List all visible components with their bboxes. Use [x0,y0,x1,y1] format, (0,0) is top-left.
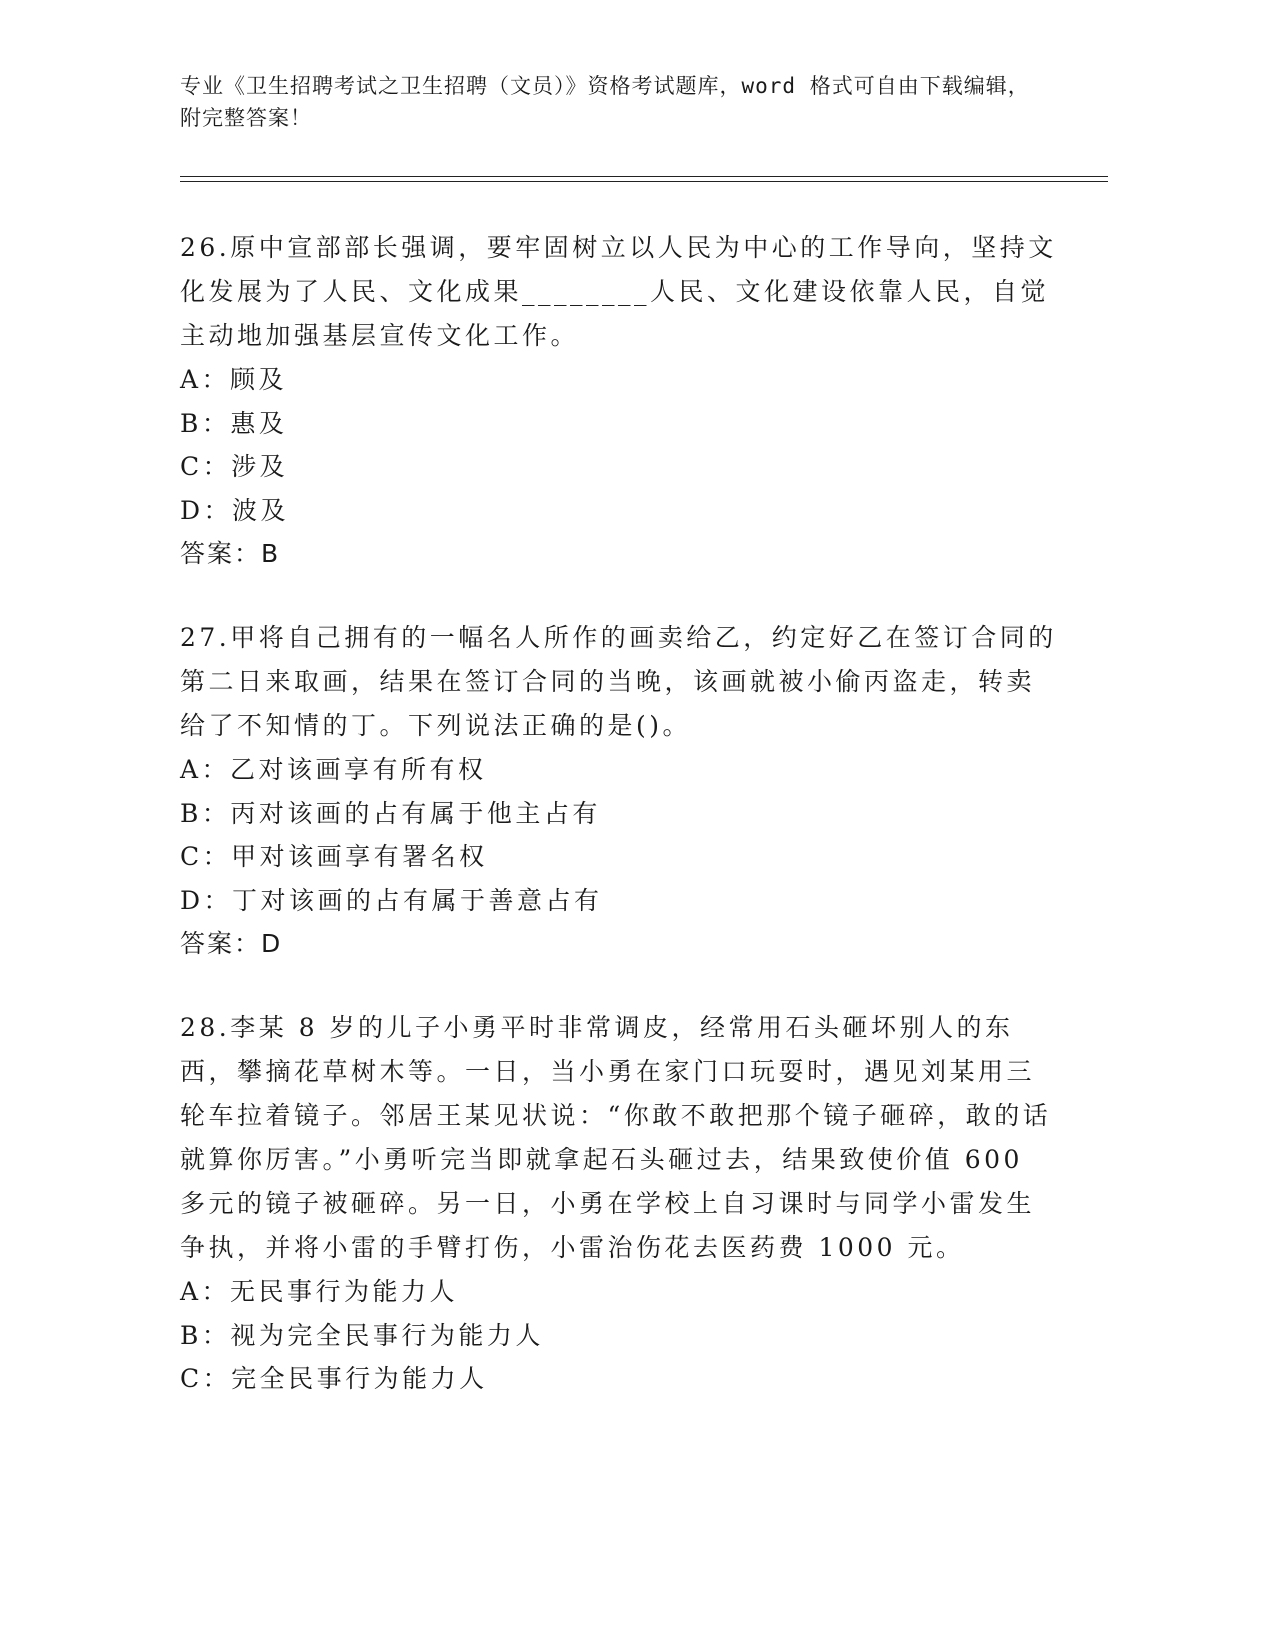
question-text: 28.李某 8 岁的儿子小勇平时非常调皮，经常用石头砸坏别人的东西，攀摘花草树木等。一日，当小勇在家门口玩耍时，遇见刘某用三轮车拉着镜子。邻居王某见状说：“你敢不敢把那个镜子砸碎，敢的话就算你厉害。”小勇听完当即就拿起石头砸过去，结果致使价值 600 多元的镜子被砸碎。另一日，小勇在学校上自习课时与同学小雷发生争执，并将小雷的手臂打伤，小雷治伤花去医药费 1000 元。 [180,1013,1052,1262]
option-d: D：丁对该画的占有属于善意占有 [180,885,603,915]
question-28 [180,1006,1060,1401]
question-26 [180,226,1060,576]
header-rule-bottom [180,181,1108,182]
document-header: 专业《卫生招聘考试之卫生招聘（文员）》资格考试题库，word 格式可自由下载编辑，附完整答案！ [180,74,1030,130]
option-a: A：顾及 [180,365,288,394]
question-list [180,226,1060,1441]
option-c: C：完全民事行为能力人 [180,1364,488,1393]
option-c: C：甲对该画享有署名权 [180,842,488,871]
question-27 [180,616,1060,966]
option-b: B：视为完全民事行为能力人 [180,1320,544,1350]
question-text: 27.甲将自己拥有的一幅名人所作的画卖给乙，约定好乙在签订合同的第二日来取画，结果在签订合同的当晚，该画就被小偷丙盗走，转卖给了不知情的丁。下列说法正确的是()。 [180,623,1057,740]
question-text: 26.原中宣部部长强调，要牢固树立以人民为中心的工作导向，坚持文化发展为了人民、文化成果________人民、文化建设依靠人民，自觉主动地加强基层宣传文化工作。 [180,233,1057,350]
answer-text: 答案：D [180,929,283,958]
option-a: A：乙对该画享有所有权 [180,755,487,784]
header-rule-top [180,176,1108,177]
option-a: A：无民事行为能力人 [180,1277,459,1306]
option-d: D：波及 [180,495,290,525]
answer-text: 答案：B [180,539,281,568]
option-c: C：涉及 [180,452,289,481]
option-b: B：惠及 [180,408,288,438]
option-b: B：丙对该画的占有属于他主占有 [180,798,601,828]
